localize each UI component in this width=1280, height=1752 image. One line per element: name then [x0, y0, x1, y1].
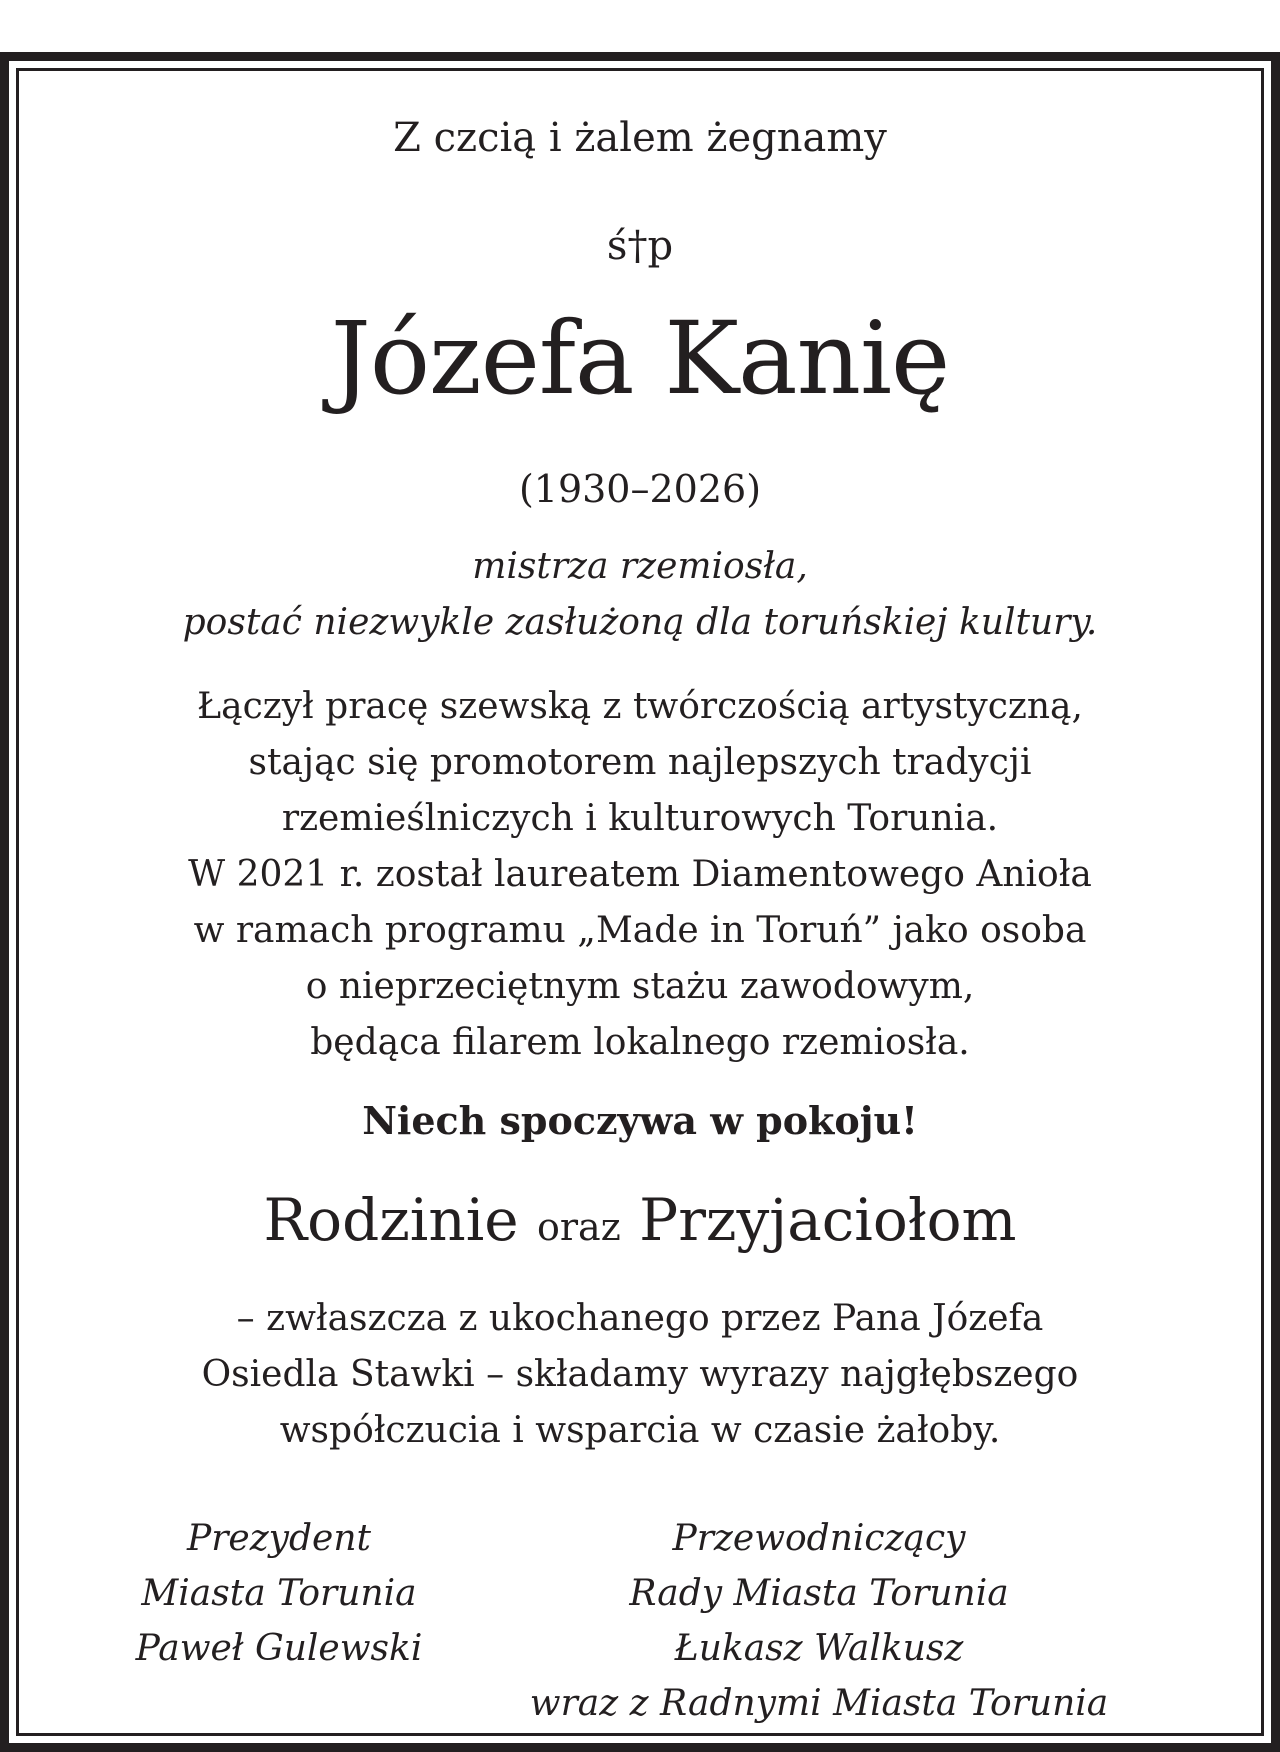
bio-line: o nieprzeciętnym stażu zawodowym, — [305, 966, 975, 1007]
addressee-friends: Przyjaciołom — [639, 1186, 1017, 1254]
condolence-line: – zwłaszcza z ukochanego przez Pana Józefa — [236, 1298, 1044, 1339]
titles-block — [19, 539, 1261, 651]
honorific-stp: ś†p — [606, 223, 674, 269]
signature-line: Miasta Torunia — [141, 1573, 417, 1614]
signature-line: wraz z Radnymi Miasta Torunia — [529, 1683, 1109, 1724]
bio-line: stając się promotorem najlepszych tradycji — [248, 742, 1032, 783]
life-years: (1930–2026) — [518, 467, 762, 511]
signature-line: Prezydent — [186, 1518, 372, 1559]
addressee-conjunction: oraz — [537, 1205, 621, 1249]
rest-in-peace: Niech spoczywa w pokoju! — [362, 1098, 918, 1143]
addressee-family: Rodzinie — [263, 1186, 519, 1254]
bio-line: będąca filarem lokalnego rzemiosła. — [310, 1022, 970, 1063]
title-line: mistrza rzemiosła, — [472, 546, 808, 587]
signature-line: Przewodniczący — [672, 1518, 966, 1559]
signature-council-chairman — [529, 1511, 1109, 1731]
title-line: postać niezwykle zasłużoną dla toruńskiej kultury. — [182, 602, 1098, 643]
deceased-name: Józefa Kanię — [330, 300, 950, 417]
bio-line: w ramach programu „Made in Toruń” jako osoba — [193, 910, 1087, 951]
signature-line: Paweł Gulewski — [135, 1628, 423, 1669]
condolence-line: Osiedla Stawki – składamy wyrazy najgłębszego — [201, 1354, 1079, 1395]
bio-line: Łączył pracę szewską z twórczością artystyczną, — [197, 686, 1083, 727]
biography-block — [19, 679, 1261, 1071]
addressee-line — [19, 1185, 1261, 1262]
signature-mayor — [129, 1511, 429, 1676]
bio-line: W 2021 r. został laureatem Diamentowego Anioła — [188, 854, 1092, 895]
condolence-block — [19, 1291, 1261, 1459]
signature-line: Rady Miasta Torunia — [629, 1573, 1009, 1614]
bio-line: rzemieślniczych i kulturowych Torunia. — [281, 798, 999, 839]
signature-line: Łukasz Walkusz — [674, 1628, 964, 1669]
condolence-line: współczucia i wsparcia w czasie żałoby. — [279, 1410, 1001, 1451]
opening-line: Z czcią i żalem żegnamy — [393, 115, 887, 161]
